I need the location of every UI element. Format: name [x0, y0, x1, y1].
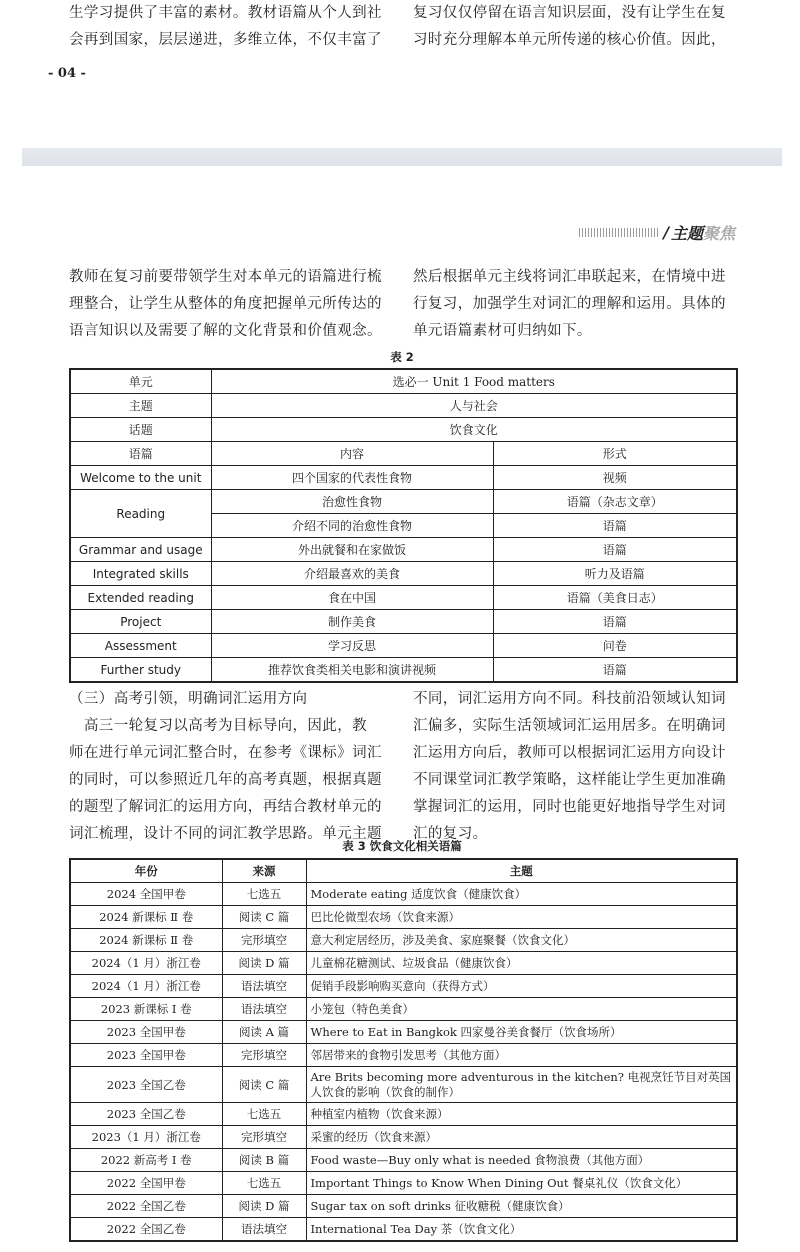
text-line: 生学习提供了丰富的素材。教材语篇从个人到社: [69, 5, 382, 21]
year-cell: 2024 全国甲卷: [70, 883, 222, 906]
hatch-decoration: [579, 228, 659, 237]
form-cell: 语篇（美食日志）: [493, 586, 737, 610]
table-row: [70, 442, 737, 466]
table-row: [70, 610, 737, 634]
text-line: 行复习，加强学生对词汇的理解和运用。具体的: [413, 296, 726, 312]
section-tag-part1: 主题: [670, 223, 703, 243]
year-cell: 2024 新课标 Ⅱ 卷: [70, 929, 222, 952]
theme-cell: 巴比伦微型农场（饮食来源）: [306, 906, 737, 929]
text-line: 汇偏多，实际生活领域词汇运用居多。在明确词: [413, 718, 726, 734]
text-line: 不同，词汇运用方向不同。科技前沿领域认知词: [413, 691, 726, 707]
table-row: [70, 952, 737, 975]
source-cell: 七选五: [222, 1172, 306, 1195]
unit-table: [69, 368, 738, 683]
top-text-right: [413, 0, 743, 54]
table-row: [70, 1149, 737, 1172]
source-cell: 阅读 C 篇: [222, 1067, 306, 1103]
table3-caption: 表 3 饮食文化相关语篇: [342, 839, 462, 853]
row-label: 主题: [70, 394, 211, 418]
mid-text-right: [413, 264, 743, 345]
year-cell: 2024 新课标 Ⅱ 卷: [70, 906, 222, 929]
source-cell: 阅读 C 篇: [222, 906, 306, 929]
source-cell: 完形填空: [222, 1126, 306, 1149]
form-cell: 视频: [493, 466, 737, 490]
table-row: [70, 562, 737, 586]
row-label: 语篇: [70, 442, 211, 466]
column-header: 主题: [306, 859, 737, 883]
text-line: 教师在复习前要带领学生对本单元的语篇进行梳: [69, 269, 382, 285]
content-cell: 学习反思: [211, 634, 493, 658]
table-row: [70, 1126, 737, 1149]
year-cell: 2022 全国甲卷: [70, 1172, 222, 1195]
table-row: [70, 1195, 737, 1218]
year-cell: 2022 全国乙卷: [70, 1218, 222, 1242]
theme-value: 人与社会: [211, 394, 737, 418]
table-row: [70, 1172, 737, 1195]
table-row: [70, 586, 737, 610]
text-line: 的同时，可以参照近几年的高考真题，根据真题: [69, 772, 382, 788]
table-row: [70, 1103, 737, 1126]
theme-cell: Food waste—Buy only what is needed 食物浪费（其他方面）: [306, 1149, 737, 1172]
section-tag-part2: 聚焦: [702, 223, 735, 243]
year-cell: 2024（1 月）浙江卷: [70, 952, 222, 975]
table-row: [70, 490, 737, 514]
form-cell: 语篇: [493, 514, 737, 538]
form-cell: 听力及语篇: [493, 562, 737, 586]
table-row: [70, 929, 737, 952]
form-cell: 问卷: [493, 634, 737, 658]
content-cell: 治愈性食物: [211, 490, 493, 514]
form-cell: 语篇（杂志文章）: [493, 490, 737, 514]
content-cell: 四个国家的代表性食物: [211, 466, 493, 490]
section3-title: （三）高考引领，明确词汇运用方向: [69, 691, 308, 707]
text-line: 不同课堂词汇教学策略，这样能让学生更加准确: [413, 772, 726, 788]
theme-cell: 小笼包（特色美食）: [306, 998, 737, 1021]
year-cell: 2023 全国乙卷: [70, 1067, 222, 1103]
row-label: Further study: [70, 658, 211, 683]
section-tag-slash: /: [663, 222, 669, 242]
row-label: 话题: [70, 418, 211, 442]
text-line: 语言知识以及需要了解的文化背景和价值观念。: [69, 323, 382, 339]
content-cell: 推荐饮食类相关电影和演讲视频: [211, 658, 493, 683]
source-cell: 阅读 B 篇: [222, 1149, 306, 1172]
source-cell: 语法填空: [222, 998, 306, 1021]
year-cell: 2022 全国乙卷: [70, 1195, 222, 1218]
section3-left: [69, 686, 399, 848]
row-label: Project: [70, 610, 211, 634]
theme-cell: Moderate eating 适度饮食（健康饮食）: [306, 883, 737, 906]
table-row: [70, 1067, 737, 1103]
column-header: 年份: [70, 859, 222, 883]
source-cell: 语法填空: [222, 1218, 306, 1242]
source-cell: 阅读 D 篇: [222, 952, 306, 975]
table-row: [70, 369, 737, 394]
text-line: 高三一轮复习以高考为目标导向，因此，教: [69, 718, 367, 734]
topic-value: 饮食文化: [211, 418, 737, 442]
table-row: [70, 998, 737, 1021]
table-row: [70, 658, 737, 683]
form-cell: 语篇: [493, 658, 737, 683]
text-line: 单元语篇素材可归纳如下。: [413, 323, 592, 339]
year-cell: 2023（1 月）浙江卷: [70, 1126, 222, 1149]
theme-cell: Sugar tax on soft drinks 征收糖税（健康饮食）: [306, 1195, 737, 1218]
table-row: [70, 975, 737, 998]
table-row: [70, 394, 737, 418]
articles-table: [69, 858, 738, 1242]
theme-cell: Important Things to Know When Dining Out 餐桌礼仪（饮食文化）: [306, 1172, 737, 1195]
text-line: 师在进行单元词汇整合时，在参考《课标》词汇: [69, 745, 382, 761]
row-label: Integrated skills: [70, 562, 211, 586]
text-line: 复习仅仅停留在语言知识层面，没有让学生在复: [413, 5, 726, 21]
table-row: [70, 538, 737, 562]
theme-cell: Where to Eat in Bangkok 四家曼谷美食餐厅（饮食场所）: [306, 1021, 737, 1044]
text-line: 汇的复习。: [413, 826, 488, 842]
content-cell: 外出就餐和在家做饭: [211, 538, 493, 562]
section3-right: [413, 686, 743, 848]
table-row: [70, 906, 737, 929]
table-row: [70, 418, 737, 442]
theme-cell: International Tea Day 茶（饮食文化）: [306, 1218, 737, 1242]
theme-cell: 采蜜的经历（饮食来源）: [306, 1126, 737, 1149]
content-cell: 食在中国: [211, 586, 493, 610]
year-cell: 2023 全国乙卷: [70, 1103, 222, 1126]
content-cell: 制作美食: [211, 610, 493, 634]
year-cell: 2023 新课标 Ⅰ 卷: [70, 998, 222, 1021]
page-number: - 04 -: [48, 66, 86, 81]
content-cell: 介绍最喜欢的美食: [211, 562, 493, 586]
theme-cell: 促销手段影响购买意向（获得方式）: [306, 975, 737, 998]
year-cell: 2023 全国甲卷: [70, 1044, 222, 1067]
source-cell: 阅读 A 篇: [222, 1021, 306, 1044]
source-cell: 七选五: [222, 883, 306, 906]
text-line: 词汇梳理，设计不同的词汇教学思路。单元主题: [69, 826, 382, 842]
year-cell: 2024（1 月）浙江卷: [70, 975, 222, 998]
table2-caption: 表 2: [390, 350, 414, 364]
table-row: [70, 634, 737, 658]
row-label: Extended reading: [70, 586, 211, 610]
text-line: 汇运用方向后，教师可以根据词汇运用方向设计: [413, 745, 726, 761]
page-separator: [22, 148, 782, 166]
table-row: [70, 1218, 737, 1242]
text-line: 习时充分理解本单元所传递的核心价值。因此，: [413, 32, 726, 48]
column-header: 形式: [493, 442, 737, 466]
source-cell: 语法填空: [222, 975, 306, 998]
row-label: Reading: [70, 490, 211, 538]
top-text-left: [69, 0, 399, 54]
table-row: [70, 1021, 737, 1044]
table-row: [70, 466, 737, 490]
row-label: Welcome to the unit: [70, 466, 211, 490]
text-line: 理整合，让学生从整体的角度把握单元所传达的: [69, 296, 382, 312]
content-cell: 介绍不同的治愈性食物: [211, 514, 493, 538]
source-cell: 七选五: [222, 1103, 306, 1126]
source-cell: 完形填空: [222, 929, 306, 952]
theme-cell: 儿童棉花糖测试、垃圾食品（健康饮食）: [306, 952, 737, 975]
row-label: Assessment: [70, 634, 211, 658]
column-header: 内容: [211, 442, 493, 466]
theme-cell: 意大利定居经历，涉及美食、家庭聚餐（饮食文化）: [306, 929, 737, 952]
form-cell: 语篇: [493, 610, 737, 634]
text-line: 掌握词汇的运用，同时也能更好地指导学生对词: [413, 799, 726, 815]
text-line: 会再到国家，层层递进，多维立体，不仅丰富了: [69, 32, 382, 48]
row-label: 单元: [70, 369, 211, 394]
unit-value: 选必一 Unit 1 Food matters: [211, 369, 737, 394]
table-header-row: [70, 859, 737, 883]
year-cell: 2023 全国甲卷: [70, 1021, 222, 1044]
column-header: 来源: [222, 859, 306, 883]
source-cell: 完形填空: [222, 1044, 306, 1067]
theme-cell: 邻居带来的食物引发思考（其他方面）: [306, 1044, 737, 1067]
section-tag: [579, 222, 735, 242]
theme-cell: Are Brits becoming more adventurous in the kitchen? 电视烹饪节目对英国人饮食的影响（饮食的制作）: [306, 1067, 737, 1103]
text-line: 然后根据单元主线将词汇串联起来，在情境中进: [413, 269, 726, 285]
table-row: [70, 1044, 737, 1067]
row-label: Grammar and usage: [70, 538, 211, 562]
table-row: [70, 883, 737, 906]
theme-cell: 种植室内植物（饮食来源）: [306, 1103, 737, 1126]
mid-text-left: [69, 264, 399, 345]
text-line: 的题型了解词汇的运用方向，再结合教材单元的: [69, 799, 382, 815]
form-cell: 语篇: [493, 538, 737, 562]
year-cell: 2022 新高考 Ⅰ 卷: [70, 1149, 222, 1172]
source-cell: 阅读 D 篇: [222, 1195, 306, 1218]
